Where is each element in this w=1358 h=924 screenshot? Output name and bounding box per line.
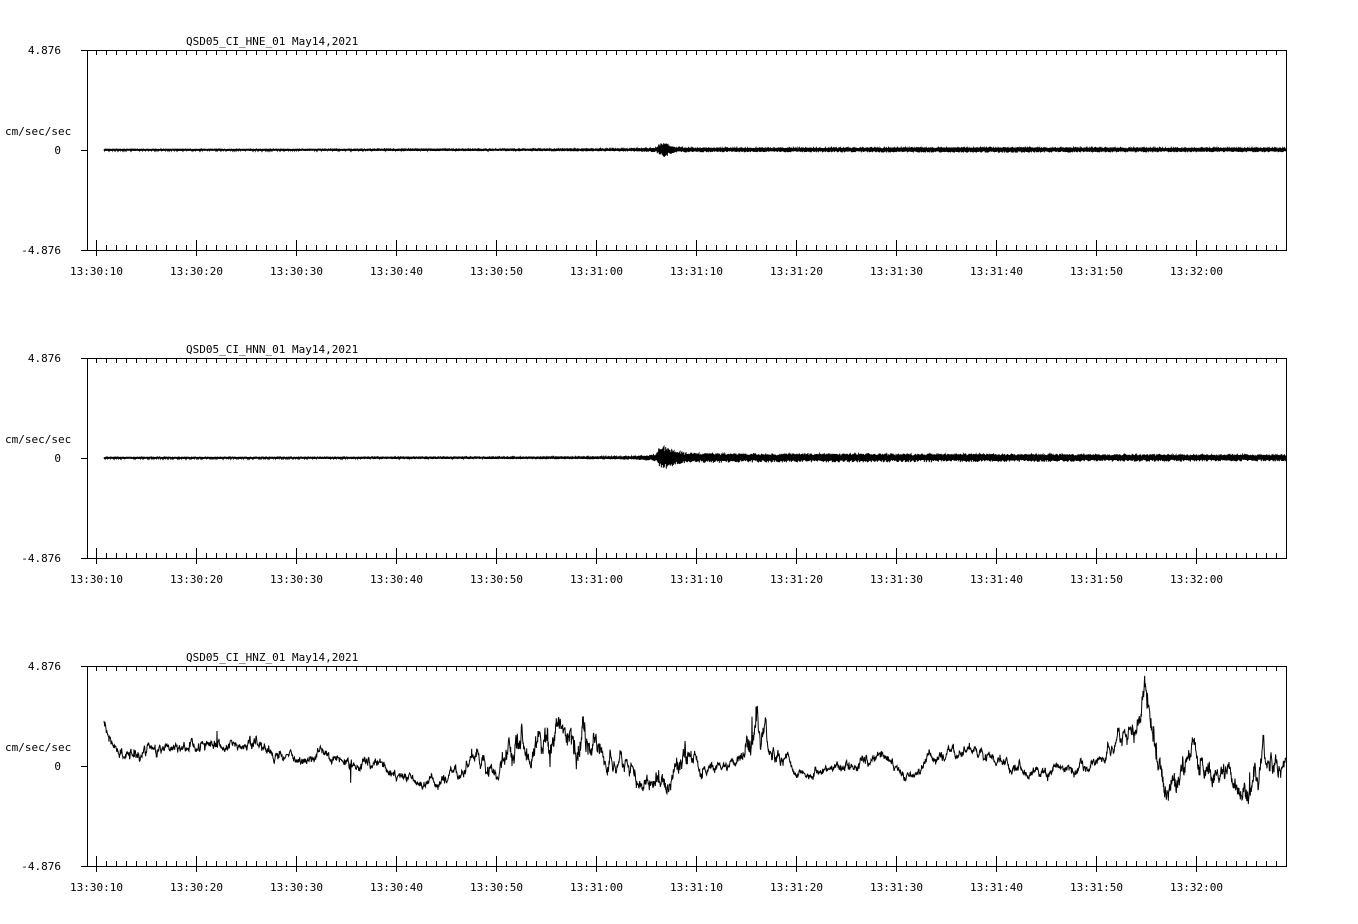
x-tick-label: 13:32:00 bbox=[1170, 881, 1223, 894]
x-tick-label: 13:31:30 bbox=[870, 265, 923, 278]
seismogram-panel-2 bbox=[5, 343, 1287, 586]
y-axis-label: cm/sec/sec bbox=[5, 741, 72, 754]
x-tick-label: 13:30:30 bbox=[270, 265, 323, 278]
x-tick-label: 13:30:10 bbox=[70, 573, 123, 586]
x-tick-label: 13:30:20 bbox=[170, 881, 223, 894]
x-tick-label: 13:31:10 bbox=[670, 265, 723, 278]
y-tick-label: 4.876 bbox=[27, 44, 61, 57]
chart-title: QSD05_CI_HNZ_01 May14,2021 bbox=[186, 651, 359, 664]
x-tick-label: 13:31:10 bbox=[670, 881, 723, 894]
y-tick-label: 0 bbox=[54, 144, 61, 157]
x-tick-label: 13:31:40 bbox=[970, 265, 1023, 278]
y-tick-label: 4.876 bbox=[27, 660, 61, 673]
y-tick-label: 4.876 bbox=[27, 352, 61, 365]
x-tick-label: 13:30:40 bbox=[370, 265, 423, 278]
x-tick-label: 13:31:00 bbox=[570, 881, 623, 894]
waveform-trace bbox=[104, 676, 1286, 804]
x-tick-label: 13:31:30 bbox=[870, 881, 923, 894]
x-tick-label: 13:31:00 bbox=[570, 265, 623, 278]
waveform-trace bbox=[104, 143, 1286, 157]
x-tick-label: 13:30:20 bbox=[170, 573, 223, 586]
chart-title: QSD05_CI_HNE_01 May14,2021 bbox=[186, 35, 359, 48]
seismogram-panel-1 bbox=[5, 35, 1287, 278]
x-tick-label: 13:30:50 bbox=[470, 265, 523, 278]
x-tick-label: 13:31:20 bbox=[770, 573, 823, 586]
x-tick-label: 13:30:30 bbox=[270, 573, 323, 586]
x-tick-label: 13:30:40 bbox=[370, 881, 423, 894]
x-tick-label: 13:31:20 bbox=[770, 881, 823, 894]
x-tick-label: 13:30:50 bbox=[470, 881, 523, 894]
y-tick-label: -4.876 bbox=[21, 244, 61, 257]
y-axis-label: cm/sec/sec bbox=[5, 433, 72, 446]
y-tick-label: 0 bbox=[54, 452, 61, 465]
x-tick-label: 13:32:00 bbox=[1170, 265, 1223, 278]
chart-title: QSD05_CI_HNN_01 May14,2021 bbox=[186, 343, 359, 356]
x-tick-label: 13:31:40 bbox=[970, 573, 1023, 586]
x-tick-label: 13:31:50 bbox=[1070, 881, 1123, 894]
x-tick-label: 13:30:30 bbox=[270, 881, 323, 894]
x-tick-label: 13:31:10 bbox=[670, 573, 723, 586]
x-tick-label: 13:31:00 bbox=[570, 573, 623, 586]
y-tick-label: 0 bbox=[54, 760, 61, 773]
x-tick-label: 13:30:50 bbox=[470, 573, 523, 586]
x-tick-label: 13:31:40 bbox=[970, 881, 1023, 894]
x-tick-label: 13:32:00 bbox=[1170, 573, 1223, 586]
x-tick-label: 13:30:10 bbox=[70, 265, 123, 278]
waveform-trace bbox=[104, 446, 1286, 468]
plot-frame bbox=[88, 667, 1287, 867]
y-axis-label: cm/sec/sec bbox=[5, 125, 72, 138]
x-tick-label: 13:31:30 bbox=[870, 573, 923, 586]
y-tick-label: -4.876 bbox=[21, 552, 61, 565]
x-tick-label: 13:31:20 bbox=[770, 265, 823, 278]
x-tick-label: 13:30:40 bbox=[370, 573, 423, 586]
x-tick-label: 13:31:50 bbox=[1070, 265, 1123, 278]
x-tick-label: 13:31:50 bbox=[1070, 573, 1123, 586]
seismogram-panel-3 bbox=[5, 651, 1287, 894]
y-tick-label: -4.876 bbox=[21, 860, 61, 873]
x-tick-label: 13:30:20 bbox=[170, 265, 223, 278]
x-tick-label: 13:30:10 bbox=[70, 881, 123, 894]
